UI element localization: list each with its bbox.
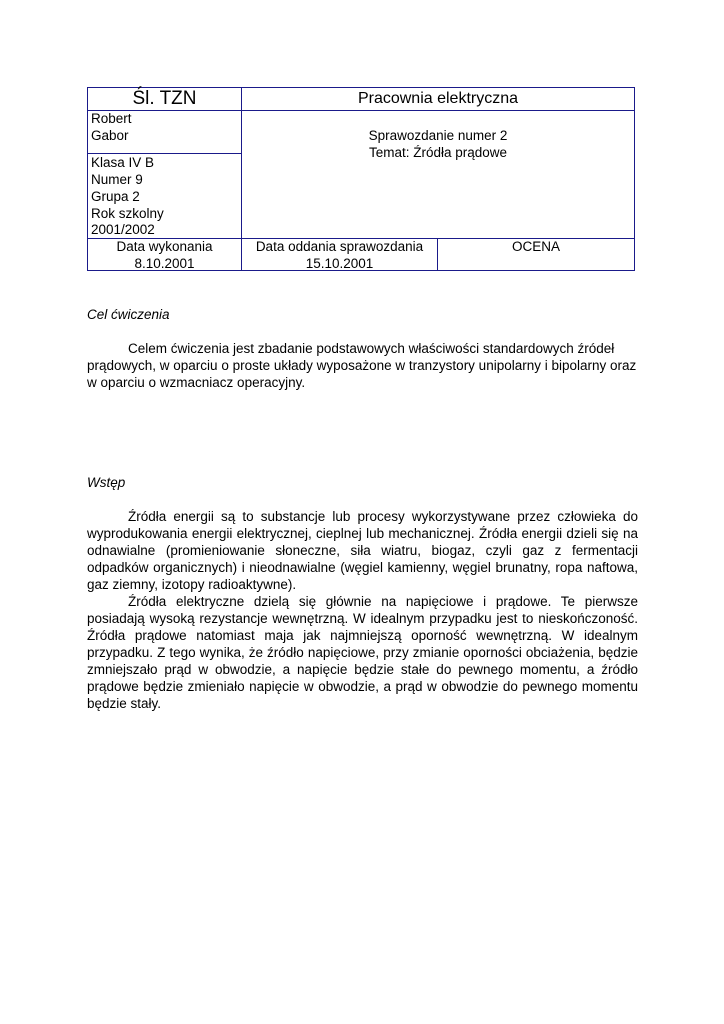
number-label: Numer 9 <box>91 172 143 187</box>
date-done-label: Data wykonania <box>116 239 213 254</box>
lab-name: Pracownia elektryczna <box>357 90 519 107</box>
intro-paragraph-2: Źródła elektryczne dzielą się głównie na napięciowe i prądowe. Te pierwsze posiadają wysoką rezystancje wewnętrzną. W idealnym przypadku jest to nieskończoność. Źródła prądowe natomiast maja jak najmniejszą oporność wewnętrzną. W idealnym przypadku. Z tego wynika, że źródło napięciowe, przy zmianie oporności obciażenia, będzie zmniejszało prąd w obwodzie, a napięcie będzie stałe do pewnego momentu, a źródło prądowe będzie zmieniało napięcie w obwodzie, a prąd w obwodzie do pewnego momentu będzie stały. <box>87 594 638 711</box>
date-done-value: 8.10.2001 <box>134 256 195 271</box>
table-divider <box>88 110 634 111</box>
grade-label: OCENA <box>511 239 560 254</box>
report-number: Sprawozdanie numer 2 <box>368 128 508 143</box>
school-name: Śl. TZN <box>132 88 197 109</box>
header-table <box>87 87 635 271</box>
school-year-label: Rok szkolny <box>91 206 164 221</box>
student-first-name: Robert <box>91 111 132 126</box>
date-submitted-label: Data oddania sprawozdania <box>255 239 424 254</box>
report-topic: Temat: Źródła prądowe <box>368 145 508 160</box>
goal-section-title: Cel ćwiczenia <box>87 307 170 322</box>
student-last-name: Gabor <box>91 128 129 143</box>
goal-paragraph-block <box>87 340 638 391</box>
intro-paragraph-block <box>87 508 638 712</box>
date-submitted-value: 15.10.2001 <box>305 256 374 271</box>
intro-paragraph-1: Źródła energii są to substancje lub procesy wykorzystywane przez człowieka do wyprodukowania energii elektrycznej, cieplnej lub mechanicznej. Źródła energii dzieli się na odnawialne (promieniowanie słoneczne, siła wiatru, biogaz, czyli gaz z fermentacji odpadków organicznych) i nieodnawialne (węgiel kamienny, węgiel brunatny, ropa naftowa, gaz ziemny, izotopy radioaktywne). <box>87 509 638 592</box>
class-label: Klasa IV B <box>91 155 155 170</box>
group-label: Grupa 2 <box>91 189 140 204</box>
school-year-value: 2001/2002 <box>91 222 155 237</box>
intro-section-title: Wstęp <box>87 475 126 490</box>
goal-paragraph: Celem ćwiczenia jest zbadanie podstawowych właściwości standardowych źródeł prądowych, w oparciu o proste układy wyposażone w tranzystory unipolarny i bipolarny oraz w oparciu o wzmacniacz operacyjny. <box>87 341 637 390</box>
table-divider <box>88 153 241 154</box>
